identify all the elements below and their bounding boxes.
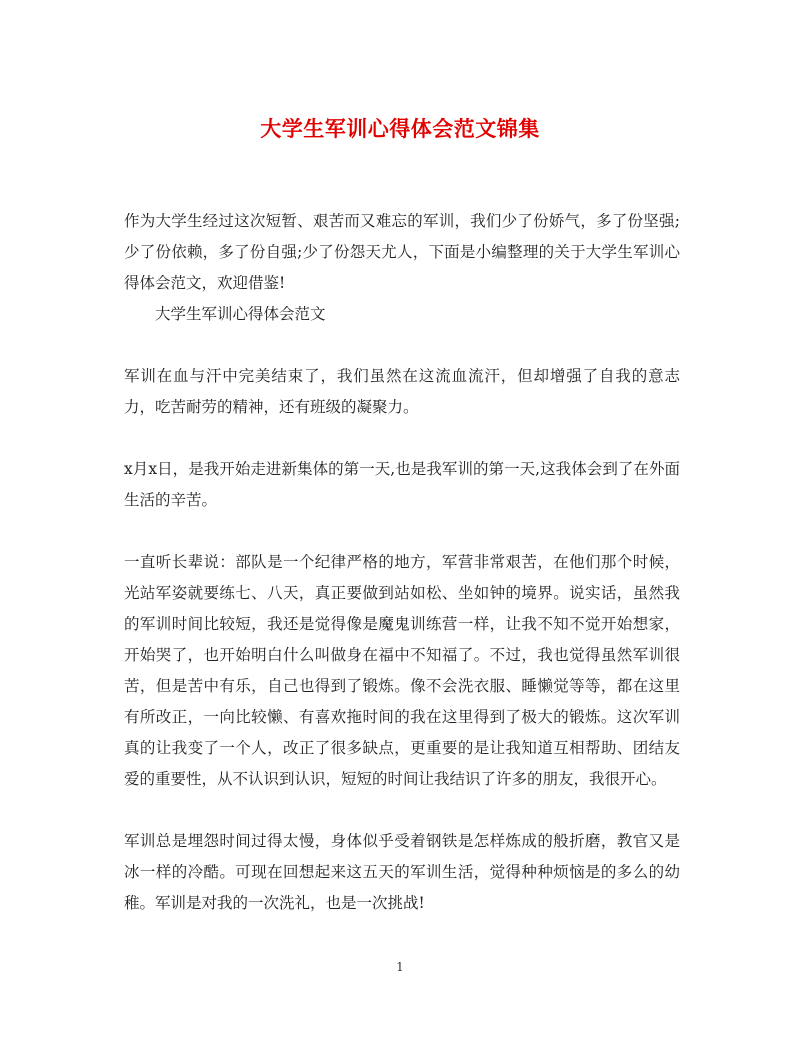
body-paragraph-2: x月x日，是我开始走进新集体的第一天,也是我军训的第一天,这我体会到了在外面生活的辛苦。 (124, 460, 680, 509)
section-subheading: 大学生军训心得体会范文 (155, 305, 326, 323)
paragraph-spacer (124, 330, 680, 361)
document-title: 大学生军训心得体会范文锦集 (260, 116, 540, 141)
page-number: 1 (396, 960, 404, 974)
paragraph-spacer (124, 516, 680, 547)
body-paragraph-4: 军训总是埋怨时间过得太慢，身体似乎受着钢铁是怎样炼成的般折磨，教官又是冰一样的冷酷。可现在回想起来这五天的军训生活，觉得种种烦恼是的多么的幼稚。军训是对我的一次洗礼，也是一次挑战! (124, 832, 680, 912)
paragraph-spacer (124, 795, 680, 826)
document-body (124, 206, 680, 919)
paragraph-spacer (124, 423, 680, 454)
intro-paragraph: 作为大学生经过这次短暂、艰苦而又难忘的军训，我们少了份娇气，多了份坚强;少了份依赖，多了份自强;少了份怨天尤人，下面是小编整理的关于大学生军训心得体会范文，欢迎借鉴! (124, 212, 680, 292)
body-paragraph-3: 一直听长辈说：部队是一个纪律严格的地方，军营非常艰苦，在他们那个时候，光站军姿就要练七、八天，真正要做到站如松、坐如钟的境界。说实话，虽然我的军训时间比较短，我还是觉得像是魔鬼训练营一样，让我不知不觉开始想家，开始哭了，也开始明白什么叫做身在福中不知福了。不过，我也觉得虽然军训很苦，但是苦中有乐，自己也得到了锻炼。像不会洗衣服、睡懒觉等等，都在这里有所改正，一向比较懒、有喜欢拖时间的我在这里得到了极大的锻炼。这次军训真的让我变了一个人，改正了很多缺点，更重要的是让我知道互相帮助、团结友爱的重要性，从不认识到认识，短短的时间让我结识了许多的朋友，我很开心。 (124, 553, 680, 788)
body-paragraph-1: 军训在血与汗中完美结束了，我们虽然在这流血流汗，但却增强了自我的意志力，吃苦耐劳的精神，还有班级的凝聚力。 (124, 367, 680, 416)
